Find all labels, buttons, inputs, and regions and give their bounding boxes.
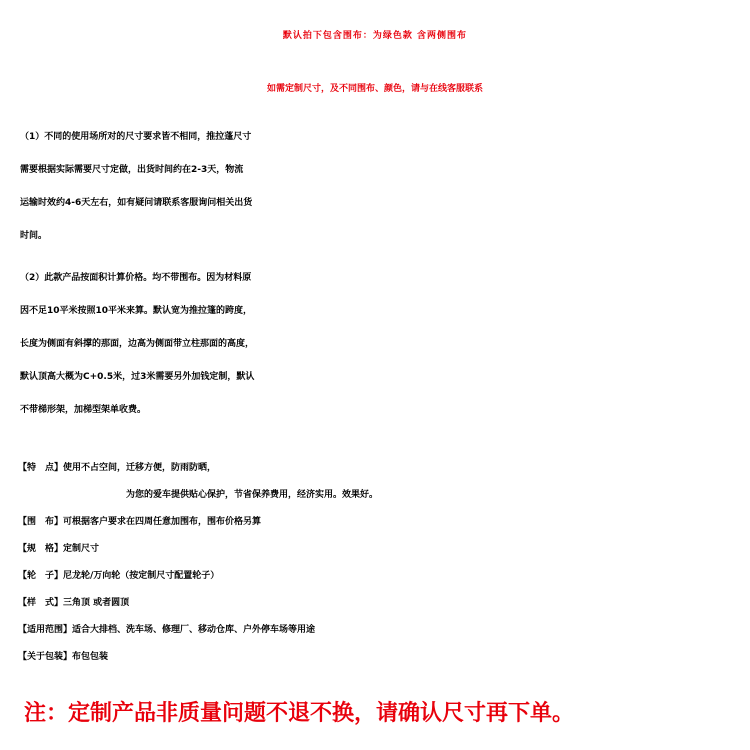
spec-list [18,455,738,671]
paragraph-2-line: 不带梯形架，加梯型架单收费。 [20,405,147,415]
paragraph-2-line: 因不足10平米按照10平米来算。默认宽为推拉篷的跨度， [20,306,253,316]
paragraph-2-line: 长度为侧面有斜撑的那面，边高为侧面带立柱那面的高度， [20,339,255,349]
spec-value: 使用不占空间，迁移方便，防雨防晒， [63,463,217,473]
spec-row-features-continued [18,482,738,509]
spec-value: 为您的爱车提供贴心保护，节省保养费用，经济实用。效果好。 [126,490,379,500]
spec-row-size [18,536,738,563]
spec-label: 【规 格】 [18,544,64,554]
paragraph-1-line: 时间。 [20,231,48,241]
spec-value: 尼龙轮/万向轮（按定制尺寸配置轮子） [63,571,220,581]
spec-label: 【特 点】 [18,463,64,473]
paragraph-2 [20,262,740,427]
paragraph-1 [20,121,740,253]
spec-label: 【样 式】 [18,598,64,608]
paragraph-2-line: （2）此款产品按面积计算价格。均不带围布。因为材料原 [20,273,252,283]
paragraph-1-line: （1）不同的使用场所对的尺寸要求皆不相同，推拉蓬尺寸 [20,132,252,142]
spec-row-usage [18,617,738,644]
paragraph-1-line: 需要根据实际需要尺寸定做，出货时间约在2-3天，物流 [20,165,244,175]
spec-row-wheels [18,563,738,590]
spec-value: 三角顶 或者圆顶 [63,598,130,608]
paragraph-2-line: 默认顶高大概为C+0.5米，过3米需要另外加钱定制，默认 [20,372,255,382]
spec-label: 【轮 子】 [18,571,64,581]
spec-label: 【适用范围】 [18,625,73,635]
footer-note: 注：定制产品非质量问题不退不换，请确认尺寸再下单。 [24,701,575,726]
spec-label: 【围 布】 [18,517,64,527]
spec-value: 可根据客户要求在四周任意加围布，围布价格另算 [63,517,262,527]
spec-row-features [18,455,738,482]
spec-value: 布包包装 [72,652,109,662]
spec-row-enclosure [18,509,738,536]
spec-value: 定制尺寸 [63,544,100,554]
spec-value: 适合大排档、洗车场、修理厂、移动仓库、户外停车场等用途 [72,625,316,635]
spec-row-packaging [18,644,738,671]
spec-row-style [18,590,738,617]
spec-label: 【关于包装】 [18,652,73,662]
paragraph-1-line: 运输时效约4-6天左右，如有疑问请联系客服询问相关出货 [20,198,253,208]
page-subtitle: 如需定制尺寸，及不同围布、颜色，请与在线客服联系 [266,84,483,94]
page-title: 默认拍下包含围布：为绿色款 含两侧围布 [282,31,468,41]
